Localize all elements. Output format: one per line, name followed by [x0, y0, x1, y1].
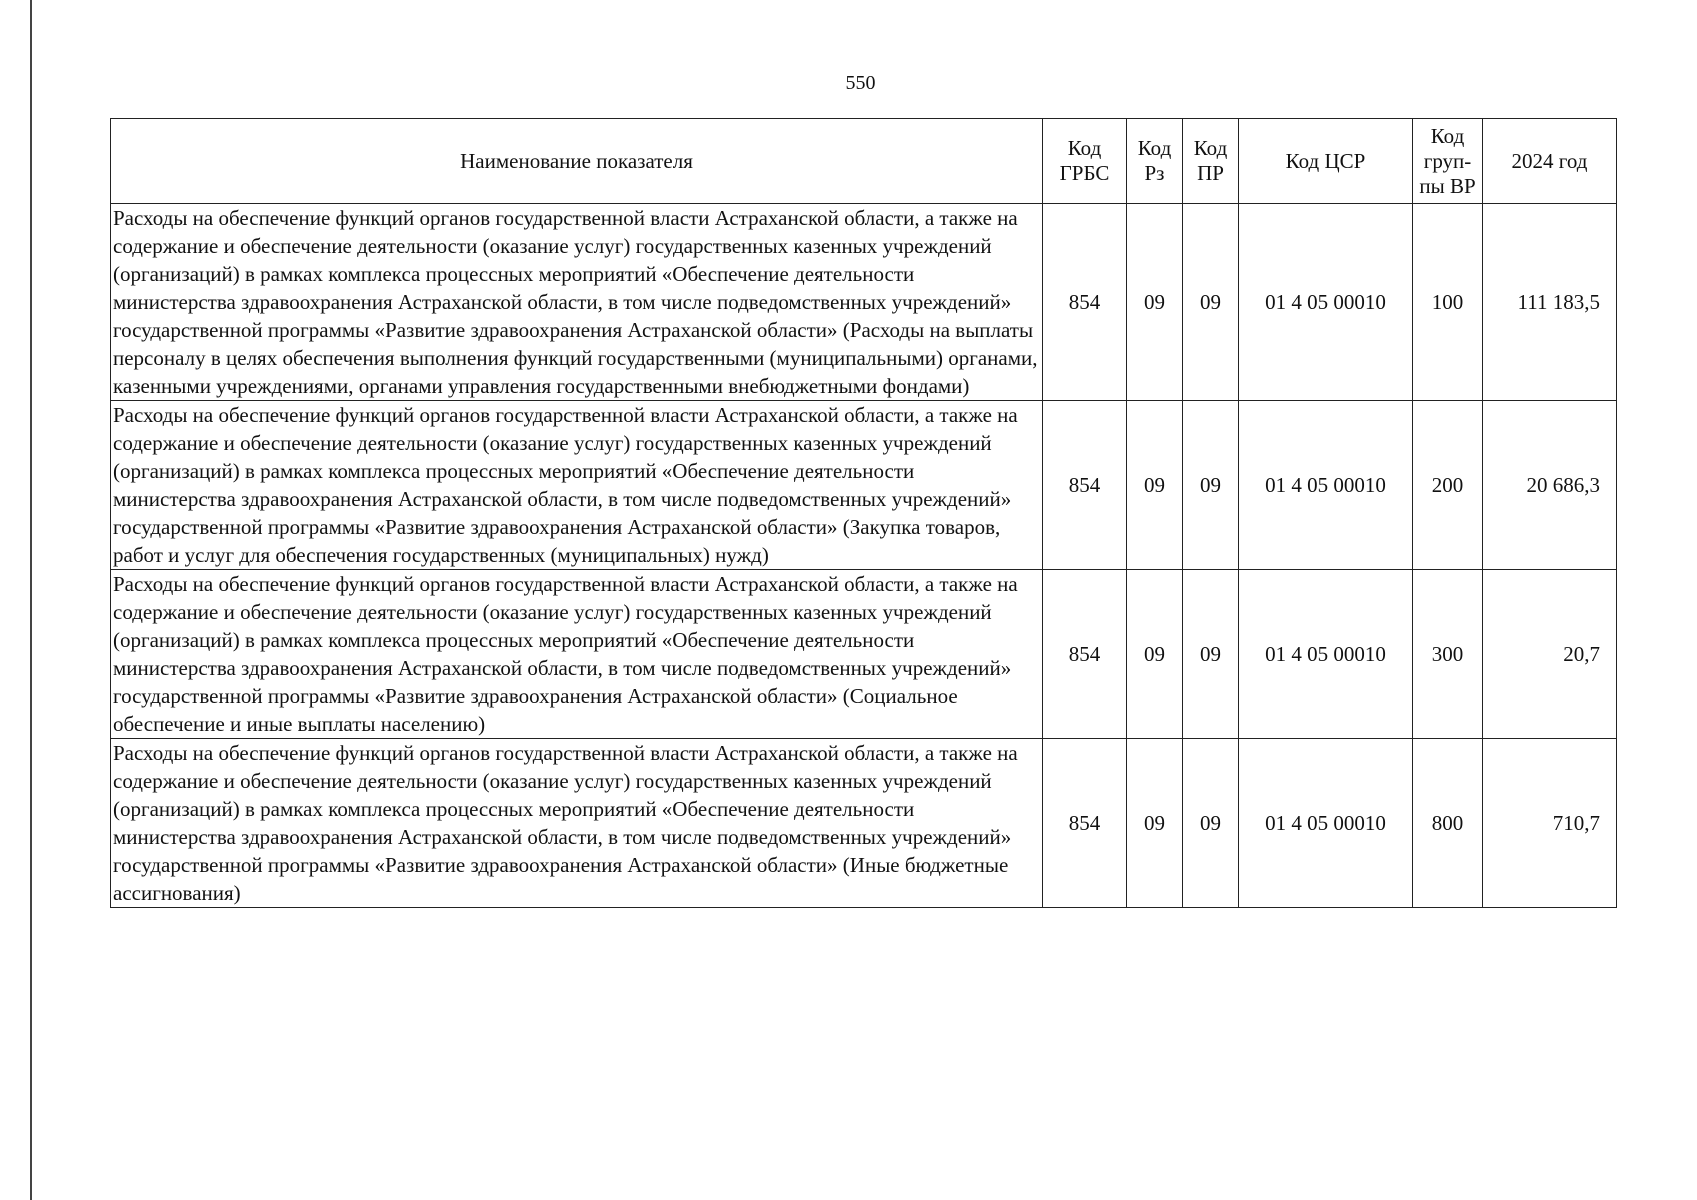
row-pr-cell: 09: [1183, 739, 1239, 908]
row-csr-cell: 01 4 05 00010: [1239, 204, 1413, 401]
row-name-cell: Расходы на обеспечение функций органов государственной власти Астраханской области, а также на содержание и обеспечение деятельности (оказание услуг) государственных казенных учреждений (организаций) в рамках комплекса процессных мероприятий «Обеспечение деятельности министерства здравоохранения Астраханской области, в том числе подведомственных учреждений» государственной программы «Развитие здравоохранения Астраханской области» (Социальное обеспечение и иные выплаты населению): [111, 570, 1043, 739]
row-pr-cell: 09: [1183, 204, 1239, 401]
row-rz-cell: 09: [1127, 570, 1183, 739]
row-rz-cell: 09: [1127, 739, 1183, 908]
binding-margin-line: [30, 0, 32, 1200]
row-grbs-cell: 854: [1043, 204, 1127, 401]
header-csr: Код ЦСР: [1239, 119, 1413, 204]
header-pr: Код ПР: [1183, 119, 1239, 204]
row-amount-cell: 111 183,5: [1483, 204, 1617, 401]
row-pr-cell: 09: [1183, 401, 1239, 570]
row-rz-cell: 09: [1127, 204, 1183, 401]
header-name: Наименование показателя: [111, 119, 1043, 204]
row-grbs-cell: 854: [1043, 401, 1127, 570]
row-name-cell: Расходы на обеспечение функций органов государственной власти Астраханской области, а также на содержание и обеспечение деятельности (оказание услуг) государственных казенных учреждений (организаций) в рамках комплекса процессных мероприятий «Обеспечение деятельности министерства здравоохранения Астраханской области, в том числе подведомственных учреждений» государственной программы «Развитие здравоохранения Астраханской области» (Иные бюджетные ассигнования): [111, 739, 1043, 908]
budget-table: [110, 118, 1617, 908]
row-vr-cell: 100: [1413, 204, 1483, 401]
header-rz: Код Рз: [1127, 119, 1183, 204]
row-amount-cell: 20 686,3: [1483, 401, 1617, 570]
row-vr-cell: 200: [1413, 401, 1483, 570]
row-amount-cell: 710,7: [1483, 739, 1617, 908]
row-rz-cell: 09: [1127, 401, 1183, 570]
row-csr-cell: 01 4 05 00010: [1239, 401, 1413, 570]
table-row: [111, 570, 1617, 739]
row-name-cell: Расходы на обеспечение функций органов государственной власти Астраханской области, а также на содержание и обеспечение деятельности (оказание услуг) государственных казенных учреждений (организаций) в рамках комплекса процессных мероприятий «Обеспечение деятельности министерства здравоохранения Астраханской области, в том числе подведомственных учреждений» государственной программы «Развитие здравоохранения Астраханской области» (Закупка товаров, работ и услуг для обеспечения государственных (муниципальных) нужд): [111, 401, 1043, 570]
row-vr-cell: 300: [1413, 570, 1483, 739]
row-vr-cell: 800: [1413, 739, 1483, 908]
table-row: [111, 401, 1617, 570]
table-header-row: [111, 119, 1617, 204]
header-vr: Код груп-пы ВР: [1413, 119, 1483, 204]
row-grbs-cell: 854: [1043, 739, 1127, 908]
table-row: [111, 204, 1617, 401]
row-grbs-cell: 854: [1043, 570, 1127, 739]
row-name-cell: Расходы на обеспечение функций органов государственной власти Астраханской области, а также на содержание и обеспечение деятельности (оказание услуг) государственных казенных учреждений (организаций) в рамках комплекса процессных мероприятий «Обеспечение деятельности министерства здравоохранения Астраханской области, в том числе подведомственных учреждений» государственной программы «Развитие здравоохранения Астраханской области» (Расходы на выплаты персоналу в целях обеспечения выполнения функций государственными (муниципальными) органами, казенными учреждениями, органами управления государственными внебюджетными фондами): [111, 204, 1043, 401]
row-csr-cell: 01 4 05 00010: [1239, 570, 1413, 739]
row-amount-cell: 20,7: [1483, 570, 1617, 739]
header-grbs: Код ГРБС: [1043, 119, 1127, 204]
page-number: 550: [845, 72, 876, 94]
table-row: [111, 739, 1617, 908]
header-year: 2024 год: [1483, 119, 1617, 204]
row-csr-cell: 01 4 05 00010: [1239, 739, 1413, 908]
row-pr-cell: 09: [1183, 570, 1239, 739]
